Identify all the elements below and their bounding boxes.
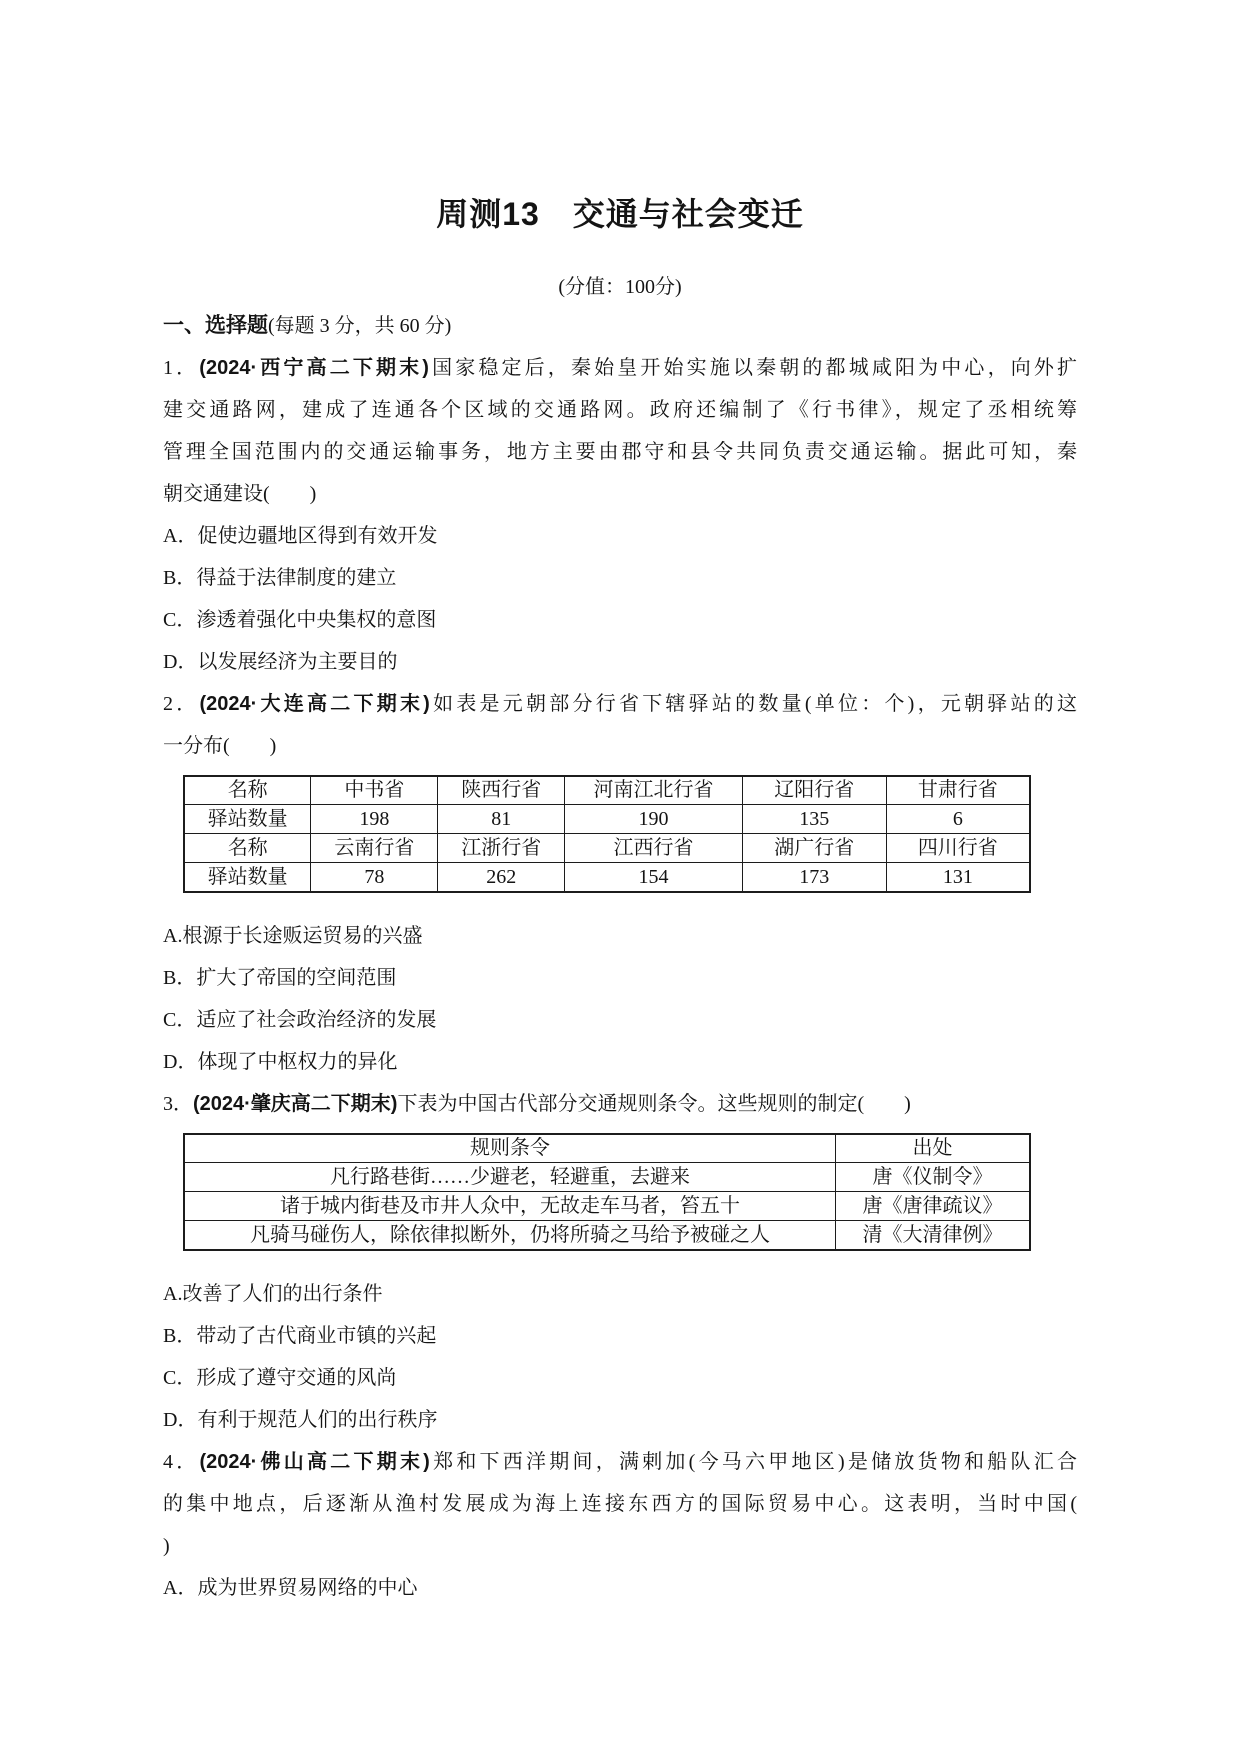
- table-cell: 154: [565, 863, 743, 892]
- question-text: ): [163, 1534, 170, 1557]
- table-cell: 名称: [184, 776, 311, 805]
- question-text: 1．: [163, 356, 200, 379]
- table-cell: 中书省: [311, 776, 438, 805]
- exam-source-tag: (2024·佛山高二下期末): [199, 1450, 430, 1473]
- table-cell: 131: [886, 863, 1030, 892]
- question-1-text-line-4: [163, 473, 1077, 515]
- question-1-text-line-3: [163, 431, 1077, 473]
- table-cell: 凡行路巷街……少避老，轻避重，去避来: [184, 1163, 835, 1192]
- question-text: 下表为中国古代部分交通规则条令。这些规则的制定( ): [397, 1092, 911, 1115]
- table-cell: 173: [742, 863, 886, 892]
- question-4: [163, 1441, 1077, 1609]
- section-heading: [163, 305, 1077, 347]
- questions-container: [163, 347, 1077, 1609]
- table-cell: 云南行省: [311, 834, 438, 863]
- question-text: 如表是元朝部分行省下辖驿站的数量(单位：个)，元朝驿站的这: [429, 692, 1077, 715]
- question-text: 朝交通建设( ): [163, 482, 317, 505]
- table-cell: 江浙行省: [438, 834, 565, 863]
- table-cell: 驿站数量: [184, 805, 311, 834]
- table-cell: 陕西行省: [438, 776, 565, 805]
- post-stations-table: [183, 775, 1031, 893]
- question-2: [163, 683, 1077, 1083]
- table-cell: 190: [565, 805, 743, 834]
- section-label: 一、选择题: [163, 313, 268, 337]
- table-cell: 湖广行省: [742, 834, 886, 863]
- question-text: 2．: [163, 692, 200, 715]
- table-row: [184, 805, 1030, 834]
- table-cell: 唐《唐律疏议》: [835, 1192, 1030, 1221]
- table-cell: 规则条令: [184, 1134, 835, 1163]
- table-cell: 135: [742, 805, 886, 834]
- table-cell: 唐《仪制令》: [835, 1163, 1030, 1192]
- question-3-text-line-1: [163, 1083, 1077, 1125]
- question-2-option-A: A.根源于长途贩运贸易的兴盛: [163, 924, 423, 947]
- question-text: 3．: [163, 1092, 193, 1115]
- question-1-option-B: B．得益于法律制度的建立: [163, 566, 397, 589]
- question-1-text-line-1: [163, 347, 1077, 389]
- table-cell: 甘肃行省: [886, 776, 1030, 805]
- table-cell: 81: [438, 805, 565, 834]
- table-row: [184, 1192, 1030, 1221]
- question-2-text-line-2: [163, 725, 1077, 767]
- page-title: 周测13 交通与社会变迁: [436, 196, 804, 232]
- table-row: [184, 863, 1030, 892]
- question-text: 郑和下西洋期间，满剌加(今马六甲地区)是储放货物和船队汇合: [429, 1450, 1077, 1473]
- question-4-option-A: A．成为世界贸易网络的中心: [163, 1576, 418, 1599]
- question-text: 4．: [163, 1450, 200, 1473]
- table-cell: 河南江北行省: [565, 776, 743, 805]
- question-2-option-C: C．适应了社会政治经济的发展: [163, 1008, 437, 1031]
- score-note: (分值：100分): [558, 275, 682, 298]
- question-4-text-line-2: [163, 1483, 1077, 1525]
- table-cell: 198: [311, 805, 438, 834]
- table-cell: 出处: [835, 1134, 1030, 1163]
- table-row: [184, 1134, 1030, 1163]
- question-3-option-A: A.改善了人们的出行条件: [163, 1282, 383, 1305]
- table-cell: 6: [886, 805, 1030, 834]
- table-cell: 凡骑马碰伤人，除依律拟断外，仍将所骑之马给予被碰之人: [184, 1221, 835, 1250]
- question-1-option-D: D．以发展经济为主要目的: [163, 650, 398, 673]
- table-cell: 262: [438, 863, 565, 892]
- exam-source-tag: (2024·肇庆高二下期末): [193, 1092, 398, 1115]
- question-3-option-C: C．形成了遵守交通的风尚: [163, 1366, 397, 1389]
- exam-source-tag: (2024·大连高二下期末): [199, 692, 430, 715]
- table-row: [184, 834, 1030, 863]
- table-row: [184, 1221, 1030, 1250]
- section-note: (每题 3 分，共 60 分): [268, 314, 452, 337]
- question-text: 建交通路网，建成了连通各个区域的交通路网。政府还编制了《行书律》，规定了丞相统筹: [163, 398, 1077, 421]
- table-cell: 78: [311, 863, 438, 892]
- question-4-text-line-3: [163, 1525, 1077, 1567]
- exam-source-tag: (2024·西宁高二下期末): [199, 356, 429, 379]
- table-cell: 名称: [184, 834, 311, 863]
- table-cell: 辽阳行省: [742, 776, 886, 805]
- traffic-rules-table: [183, 1133, 1031, 1251]
- question-1: [163, 347, 1077, 683]
- question-text: 一分布( ): [163, 734, 277, 757]
- question-3-option-B: B．带动了古代商业市镇的兴起: [163, 1324, 437, 1347]
- question-3: [163, 1083, 1077, 1441]
- question-2-text-line-1: [163, 683, 1077, 725]
- question-4-text-line-1: [163, 1441, 1077, 1483]
- question-1-option-C: C．渗透着强化中央集权的意图: [163, 608, 437, 631]
- question-text: 管理全国范围内的交通运输事务，地方主要由郡守和县令共同负责交通运输。据此可知，秦: [163, 440, 1077, 463]
- table-cell: 江西行省: [565, 834, 743, 863]
- question-1-text-line-2: [163, 389, 1077, 431]
- table-cell: 驿站数量: [184, 863, 311, 892]
- question-2-option-D: D．体现了中枢权力的异化: [163, 1050, 398, 1073]
- table-cell: 诸于城内街巷及市井人众中，无故走车马者，笞五十: [184, 1192, 835, 1221]
- table-row: [184, 776, 1030, 805]
- table-cell: 清《大清律例》: [835, 1221, 1030, 1250]
- question-text: 国家稳定后，秦始皇开始实施以秦朝的都城咸阳为中心，向外扩: [428, 356, 1078, 379]
- question-1-option-A: A．促使边疆地区得到有效开发: [163, 524, 438, 547]
- question-2-option-B: B．扩大了帝国的空间范围: [163, 966, 397, 989]
- question-3-option-D: D．有利于规范人们的出行秩序: [163, 1408, 438, 1431]
- question-text: 的集中地点，后逐渐从渔村发展成为海上连接东西方的国际贸易中心。这表明，当时中国(: [163, 1492, 1077, 1515]
- table-row: [184, 1163, 1030, 1192]
- table-cell: 四川行省: [886, 834, 1030, 863]
